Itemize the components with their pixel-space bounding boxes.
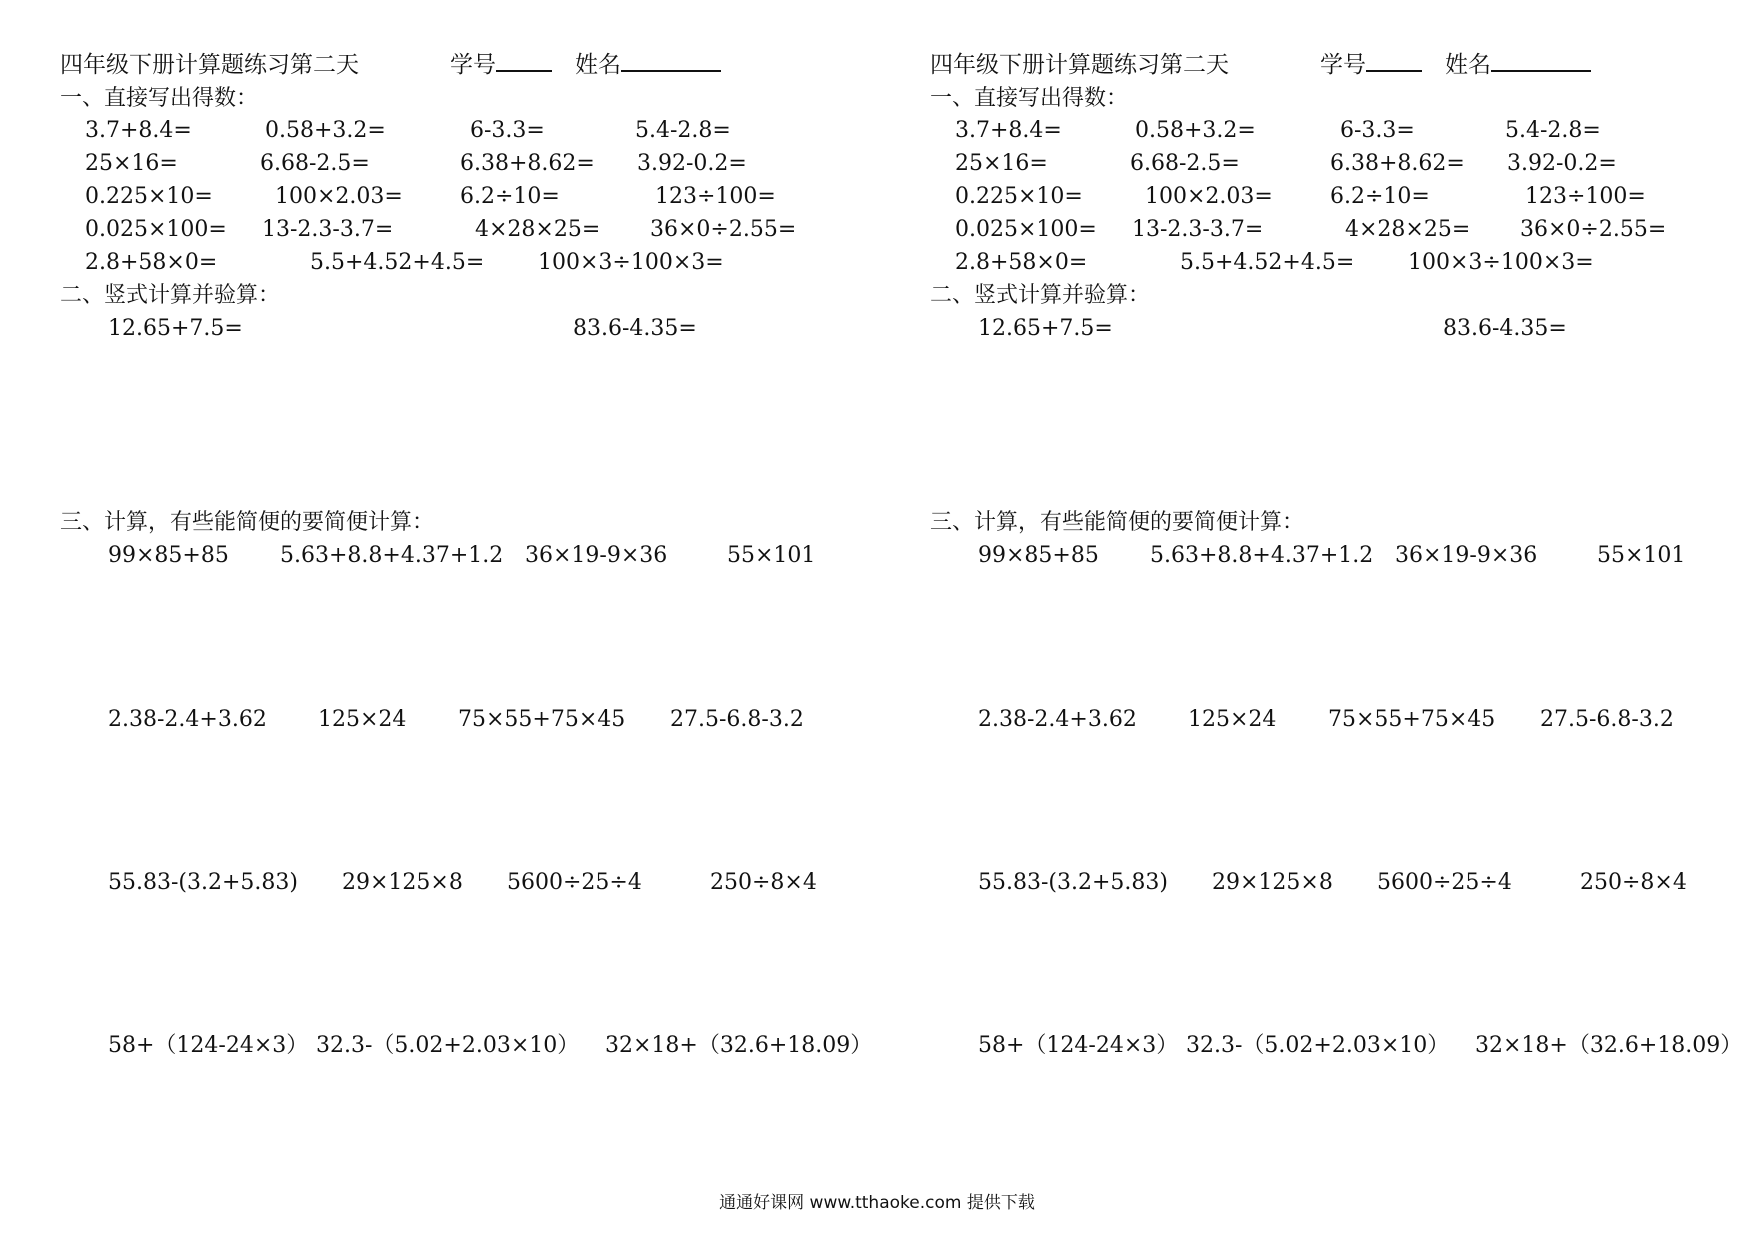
worksheet-left <box>0 0 877 1200</box>
student-no-label: 学号 <box>450 52 552 78</box>
problem: 29×125×8 <box>342 870 463 895</box>
problem: 2.38-2.4+3.62 <box>978 707 1137 732</box>
problem: 12.65+7.5= <box>108 316 243 341</box>
problem: 32.3-（5.02+2.03×10） <box>1186 1033 1450 1058</box>
student-no-label: 学号 <box>1320 52 1422 78</box>
problem: 36×19-9×36 <box>1395 543 1538 568</box>
problem: 58+（124-24×3） <box>978 1033 1179 1058</box>
problem: 36×0÷2.55= <box>1520 217 1667 242</box>
problem: 250÷8×4 <box>1580 870 1687 895</box>
problem: 58+（124-24×3） <box>108 1033 309 1058</box>
problem: 83.6-4.35= <box>573 316 697 341</box>
problem: 5.63+8.8+4.37+1.2 <box>1150 543 1374 568</box>
problem: 29×125×8 <box>1212 870 1333 895</box>
section3-title: 三、计算，有些能简便的要简便计算： <box>930 510 1305 535</box>
problem: 75×55+75×45 <box>458 707 626 732</box>
problem: 5600÷25÷4 <box>507 870 642 895</box>
footer-credit: 通通好课网 www.tthaoke.com 提供下载 <box>719 1193 1035 1213</box>
problem: 32.3-（5.02+2.03×10） <box>316 1033 580 1058</box>
problem: 6.2÷10= <box>1330 184 1430 209</box>
problem: 4×28×25= <box>1345 217 1471 242</box>
problem: 36×0÷2.55= <box>650 217 797 242</box>
problem: 32×18+（32.6+18.09） <box>605 1033 873 1058</box>
problem: 75×55+75×45 <box>1328 707 1496 732</box>
problem: 0.225×10= <box>955 184 1083 209</box>
name-label: 姓名 <box>1445 52 1591 78</box>
problem: 12.65+7.5= <box>978 316 1113 341</box>
problem: 125×24 <box>1188 707 1277 732</box>
name-label: 姓名 <box>575 52 721 78</box>
problem: 6-3.3= <box>470 118 545 143</box>
section3-title: 三、计算，有些能简便的要简便计算： <box>60 510 435 535</box>
problem: 3.92-0.2= <box>1507 151 1617 176</box>
problem: 27.5-6.8-3.2 <box>670 707 804 732</box>
problem: 5600÷25÷4 <box>1377 870 1512 895</box>
section1-title: 一、直接写出得数： <box>60 86 259 111</box>
problem: 32×18+（32.6+18.09） <box>1475 1033 1743 1058</box>
problem: 0.025×100= <box>85 217 227 242</box>
problem: 0.58+3.2= <box>1135 118 1256 143</box>
problem: 5.63+8.8+4.37+1.2 <box>280 543 504 568</box>
worksheet-title: 四年级下册计算题练习第二天 <box>60 52 359 78</box>
problem: 36×19-9×36 <box>525 543 668 568</box>
problem: 125×24 <box>318 707 407 732</box>
problem: 13-2.3-3.7= <box>262 217 394 242</box>
problem: 5.4-2.8= <box>1505 118 1601 143</box>
problem: 55.83-(3.2+5.83) <box>978 870 1168 895</box>
problem: 6-3.3= <box>1340 118 1415 143</box>
problem: 0.025×100= <box>955 217 1097 242</box>
problem: 3.7+8.4= <box>955 118 1062 143</box>
problem: 0.225×10= <box>85 184 213 209</box>
problem: 13-2.3-3.7= <box>1132 217 1264 242</box>
problem: 83.6-4.35= <box>1443 316 1567 341</box>
problem: 55×101 <box>727 543 816 568</box>
problem: 2.8+58×0= <box>955 250 1088 275</box>
problem: 6.68-2.5= <box>1130 151 1240 176</box>
worksheet-title: 四年级下册计算题练习第二天 <box>930 52 1229 78</box>
problem: 6.38+8.62= <box>1330 151 1465 176</box>
problem: 2.38-2.4+3.62 <box>108 707 267 732</box>
problem: 25×16= <box>955 151 1048 176</box>
section2-title: 二、竖式计算并验算： <box>930 283 1151 308</box>
problem: 27.5-6.8-3.2 <box>1540 707 1674 732</box>
problem: 55.83-(3.2+5.83) <box>108 870 298 895</box>
problem: 3.7+8.4= <box>85 118 192 143</box>
problem: 100×2.03= <box>1145 184 1273 209</box>
section2-title: 二、竖式计算并验算： <box>60 283 281 308</box>
problem: 123÷100= <box>1525 184 1646 209</box>
problem: 123÷100= <box>655 184 776 209</box>
problem: 6.38+8.62= <box>460 151 595 176</box>
problem: 4×28×25= <box>475 217 601 242</box>
problem: 6.2÷10= <box>460 184 560 209</box>
problem: 100×2.03= <box>275 184 403 209</box>
problem: 0.58+3.2= <box>265 118 386 143</box>
problem: 5.5+4.52+4.5= <box>1180 250 1355 275</box>
problem: 5.5+4.52+4.5= <box>310 250 485 275</box>
problem: 5.4-2.8= <box>635 118 731 143</box>
problem: 2.8+58×0= <box>85 250 218 275</box>
problem: 99×85+85 <box>978 543 1099 568</box>
problem: 55×101 <box>1597 543 1686 568</box>
worksheet-right <box>870 0 1747 1200</box>
problem: 25×16= <box>85 151 178 176</box>
problem: 250÷8×4 <box>710 870 817 895</box>
problem: 3.92-0.2= <box>637 151 747 176</box>
problem: 100×3÷100×3= <box>1408 250 1594 275</box>
problem: 99×85+85 <box>108 543 229 568</box>
section1-title: 一、直接写出得数： <box>930 86 1129 111</box>
problem: 6.68-2.5= <box>260 151 370 176</box>
problem: 100×3÷100×3= <box>538 250 724 275</box>
